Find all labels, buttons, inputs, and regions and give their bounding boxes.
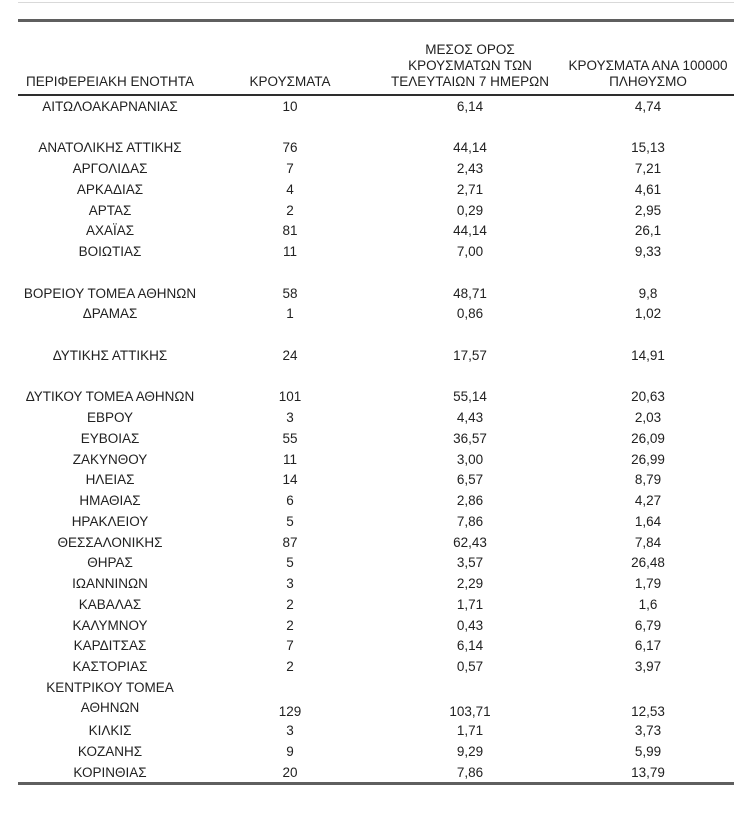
avg7-cell [378,762,562,783]
col-header-avg7-label: ΜΕΣΟΣ ΟΡΟΣ ΚΡΟΥΣΜΑΤΩΝ ΤΩΝ ΤΕΛΕΥΤΑΙΩΝ 7 ΗΜΕΡΩΝ [391,42,549,89]
cases-cell [202,449,378,470]
cell-value: 1,02 [634,306,662,322]
region-cell [18,345,202,366]
per100k-cell [562,573,734,594]
cell-value: 76 [282,140,298,156]
cases-cell [202,283,378,304]
cell-value: 5,99 [634,744,662,760]
cell-value: 7,86 [456,513,484,529]
col-header-per100k-label: ΚΡΟΥΣΜΑΤΑ ΑΝΑ 100000 ΠΛΗΘΥΣΜΟ [568,58,728,89]
col-header-cases-label: ΚΡΟΥΣΜΑΤΑ [249,74,331,89]
cases-cell [202,656,378,677]
avg7-cell [378,532,562,553]
cases-cell [202,532,378,553]
avg7-cell [378,138,562,159]
region-name: ΗΜΑΘΙΑΣ [79,493,141,509]
cell-value: 11 [282,451,297,467]
cell-value: 15,13 [631,140,665,156]
region-name: ΔΥΤΙΚΟΥ ΤΟΜΕΑ ΑΘΗΝΩΝ [25,389,195,405]
region-name: ΖΑΚΥΝΘΟΥ [72,451,148,467]
region-name: ΚΑΡΔΙΤΣΑΣ [73,638,147,654]
per100k-cell [562,490,734,511]
cell-value: 17,57 [453,347,487,363]
region-cell [18,200,202,221]
cell-value: 103,71 [449,703,491,719]
region-cell [18,304,202,325]
per100k-cell [562,449,734,470]
table-row [18,511,734,532]
region-cell [18,677,202,721]
table-row [18,158,734,179]
table-row [18,553,734,574]
region-name: ΔΡΑΜΑΣ [82,306,138,322]
cases-cell [202,594,378,615]
cases-cell [202,304,378,325]
cell-value: 26,48 [631,555,665,571]
per100k-cell [562,741,734,762]
avg7-cell [378,345,562,366]
cell-value: 48,71 [453,285,487,301]
cell-value: 0,86 [456,306,484,322]
per100k-cell [562,428,734,449]
cell-value: 2 [286,202,294,218]
table-row [18,636,734,657]
region-name: ΚΑΛΥΜΝΟΥ [72,617,148,633]
cell-value: 44,14 [453,223,487,239]
table-row [18,428,734,449]
cases-cell [202,553,378,574]
per100k-cell [562,95,734,117]
table-row [18,762,734,783]
region-cell [18,511,202,532]
region-cell [18,283,202,304]
table-row [18,283,734,304]
table-row [18,449,734,470]
region-cell [18,636,202,657]
avg7-cell [378,241,562,262]
cell-value: 6,17 [634,638,662,654]
region-name: ΗΡΑΚΛΕΙΟΥ [71,513,149,529]
per100k-cell [562,553,734,574]
per100k-cell [562,511,734,532]
cell-value: 1,79 [634,576,662,592]
avg7-cell [378,594,562,615]
table-row [18,532,734,553]
region-name: ΑΡΤΑΣ [88,202,132,218]
cell-value: 6,57 [456,472,484,488]
cell-value: 26,1 [634,223,662,239]
region-cell [18,656,202,677]
per100k-cell [562,407,734,428]
per100k-cell [562,283,734,304]
cell-value: 20 [282,764,298,780]
region-name: ΑΡΓΟΛΙΔΑΣ [72,161,148,177]
table-row [18,200,734,221]
region-name: ΘΕΣΣΑΛΟΝΙΚΗΣ [57,534,163,550]
cell-value: 4,27 [634,493,662,509]
cell-value: 81 [282,223,298,239]
table-row [18,656,734,677]
cell-value: 36,57 [453,430,487,446]
table-row [18,721,734,742]
col-header-cases [202,40,378,95]
top-rule-thick [18,19,734,22]
cell-value: 62,43 [453,534,487,550]
cell-value: 2 [286,617,294,633]
cases-cell [202,95,378,117]
cell-value: 6,14 [456,98,484,114]
cell-value: 26,09 [631,430,665,446]
spacer-cell [18,117,734,138]
avg7-cell [378,721,562,742]
region-cell [18,532,202,553]
region-name: ΘΗΡΑΣ [87,555,133,571]
avg7-cell [378,387,562,408]
per100k-cell [562,532,734,553]
region-name: ΚΟΡΙΝΘΙΑΣ [73,764,147,780]
table-row [18,490,734,511]
avg7-cell [378,656,562,677]
cell-value: 2,03 [634,410,662,426]
cell-value: 9,33 [634,244,662,260]
region-name: ΙΩΑΝΝΙΝΩΝ [72,576,148,592]
region-name: ΒΟΡΕΙΟΥ ΤΟΜΕΑ ΑΘΗΝΩΝ [23,285,197,301]
cell-value: 7 [286,161,294,177]
avg7-cell [378,407,562,428]
cell-value: 7,21 [634,161,662,177]
col-header-per100k [562,40,734,95]
cases-cell [202,615,378,636]
col-header-avg7 [378,40,562,95]
cell-value: 4 [286,181,294,197]
per100k-cell [562,304,734,325]
cell-value: 3 [286,576,294,592]
cases-cell [202,511,378,532]
cell-value: 0,43 [456,617,484,633]
cases-cell [202,677,378,721]
region-name: ΚΕΝΤΡΙΚΟΥ ΤΟΜΕΑ ΑΘΗΝΩΝ [46,679,174,715]
region-name: ΗΛΕΙΑΣ [85,472,135,488]
cell-value: 87 [282,534,298,550]
cell-value: 2,95 [634,202,662,218]
avg7-cell [378,179,562,200]
region-cell [18,221,202,242]
per100k-cell [562,221,734,242]
table-row [18,241,734,262]
region-name: ΕΒΡΟΥ [86,410,134,426]
region-name: ΕΥΒΟΙΑΣ [80,430,140,446]
cell-value: 55 [282,430,298,446]
region-cell [18,387,202,408]
region-cell [18,407,202,428]
region-name: ΑΙΤΩΛΟΑΚΑΡΝΑΝΙΑΣ [42,98,178,114]
region-cell [18,490,202,511]
region-cell [18,241,202,262]
region-name: ΑΧΑΪΑΣ [85,223,135,239]
table-row [18,95,734,117]
top-rule-thin [18,2,734,3]
cases-cell [202,387,378,408]
avg7-cell [378,470,562,491]
cell-value: 7,84 [634,534,662,550]
table-row [18,470,734,491]
per100k-cell [562,677,734,721]
table-row [18,304,734,325]
avg7-cell [378,615,562,636]
cell-value: 55,14 [453,389,487,405]
cell-value: 26,99 [631,451,665,467]
region-name: ΚΟΖΑΝΗΣ [77,744,143,760]
cases-cell [202,345,378,366]
table-body [18,95,734,783]
spacer-row [18,366,734,387]
region-name: ΑΡΚΑΔΙΑΣ [76,181,144,197]
per100k-cell [562,241,734,262]
cell-value: 4,61 [634,181,662,197]
cases-table [18,40,734,783]
per100k-cell [562,470,734,491]
cases-cell [202,636,378,657]
cell-value: 3 [286,723,294,739]
col-header-region [18,40,202,95]
avg7-cell [378,283,562,304]
region-cell [18,428,202,449]
cell-value: 5 [286,555,294,571]
spacer-row [18,324,734,345]
cell-value: 11 [282,244,297,260]
table-row [18,677,734,721]
cell-value: 9 [286,744,294,760]
avg7-cell [378,511,562,532]
region-name: ΒΟΙΩΤΙΑΣ [78,244,142,260]
region-name: ΚΑΣΤΟΡΙΑΣ [72,659,148,675]
table-row [18,594,734,615]
cases-cell [202,428,378,449]
header-row [18,40,734,95]
cell-value: 2 [286,596,294,612]
per100k-cell [562,200,734,221]
avg7-cell [378,200,562,221]
per100k-cell [562,345,734,366]
table-row [18,387,734,408]
cases-cell [202,241,378,262]
spacer-row [18,262,734,283]
cell-value: 1,71 [456,596,484,612]
cases-cell [202,721,378,742]
region-cell [18,179,202,200]
cases-cell [202,221,378,242]
cell-value: 2,29 [456,576,484,592]
cell-value: 101 [278,389,302,405]
region-name: ΔΥΤΙΚΗΣ ΑΤΤΙΚΗΣ [52,347,168,363]
table-row [18,615,734,636]
col-header-region-label: ΠΕΡΙΦΕΡΕΙΑΚΗ ΕΝΟΤΗΤΑ [25,74,195,89]
cell-value: 1,71 [456,723,484,739]
cell-value: 9,8 [638,285,658,301]
avg7-cell [378,490,562,511]
cases-cell [202,470,378,491]
bottom-rule-thick [18,782,734,785]
per100k-cell [562,158,734,179]
cell-value: 1,6 [638,596,658,612]
cases-cell [202,762,378,783]
table-row [18,138,734,159]
cases-cell [202,573,378,594]
cell-value: 6,14 [456,638,484,654]
cell-value: 5 [286,513,294,529]
region-cell [18,615,202,636]
cell-value: 4,43 [456,410,484,426]
table-row [18,741,734,762]
region-cell [18,553,202,574]
cell-value: 3,00 [456,451,484,467]
region-name: ΑΝΑΤΟΛΙΚΗΣ ΑΤΤΙΚΗΣ [38,140,182,156]
avg7-cell [378,573,562,594]
cell-value: 2,43 [456,161,484,177]
cell-value: 10 [282,98,298,114]
per100k-cell [562,387,734,408]
cell-value: 8,79 [634,472,662,488]
spacer-row [18,117,734,138]
region-cell [18,470,202,491]
cases-cell [202,490,378,511]
region-name: ΚΑΒΑΛΑΣ [78,596,142,612]
cases-cell [202,407,378,428]
avg7-cell [378,636,562,657]
cell-value: 2 [286,659,294,675]
cell-value: 6,79 [634,617,662,633]
cell-value: 3 [286,410,294,426]
table-row [18,407,734,428]
cases-cell [202,158,378,179]
cell-value: 9,29 [456,744,484,760]
table-row [18,221,734,242]
cell-value: 3,97 [634,659,662,675]
region-cell [18,741,202,762]
region-cell [18,449,202,470]
cell-value: 2,86 [456,493,484,509]
per100k-cell [562,656,734,677]
cell-value: 12,53 [631,703,665,719]
avg7-cell [378,158,562,179]
cell-value: 7 [286,638,294,654]
cell-value: 24 [282,347,298,363]
per100k-cell [562,762,734,783]
per100k-cell [562,179,734,200]
cell-value: 0,57 [456,659,484,675]
region-cell [18,594,202,615]
cell-value: 4,74 [634,98,662,114]
cases-cell [202,138,378,159]
avg7-cell [378,304,562,325]
cell-value: 2,71 [456,181,484,197]
per100k-cell [562,594,734,615]
cell-value: 1 [286,306,294,322]
table-row [18,179,734,200]
table-row [18,573,734,594]
avg7-cell [378,449,562,470]
region-cell [18,762,202,783]
cases-cell [202,179,378,200]
cell-value: 129 [278,703,302,719]
cell-value: 44,14 [453,140,487,156]
cell-value: 7,86 [456,764,484,780]
region-cell [18,721,202,742]
spacer-cell [18,366,734,387]
region-cell [18,573,202,594]
avg7-cell [378,221,562,242]
avg7-cell [378,677,562,721]
region-cell [18,95,202,117]
cases-cell [202,741,378,762]
region-name: ΚΙΛΚΙΣ [88,723,132,739]
cell-value: 3,73 [634,723,662,739]
region-cell [18,158,202,179]
cell-value: 14,91 [631,347,665,363]
cell-value: 7,00 [456,244,484,260]
per100k-cell [562,721,734,742]
per100k-cell [562,615,734,636]
avg7-cell [378,741,562,762]
cases-cell [202,200,378,221]
spacer-cell [18,324,734,345]
table-row [18,345,734,366]
cell-value: 1,64 [634,513,662,529]
cell-value: 6 [286,493,294,509]
cell-value: 13,79 [631,764,665,780]
avg7-cell [378,95,562,117]
cell-value: 0,29 [456,202,484,218]
per100k-cell [562,636,734,657]
cell-value: 20,63 [631,389,665,405]
per100k-cell [562,138,734,159]
cell-value: 58 [282,285,298,301]
cell-value: 3,57 [456,555,484,571]
avg7-cell [378,428,562,449]
cell-value: 14 [282,472,298,488]
avg7-cell [378,553,562,574]
spacer-cell [18,262,734,283]
region-cell [18,138,202,159]
